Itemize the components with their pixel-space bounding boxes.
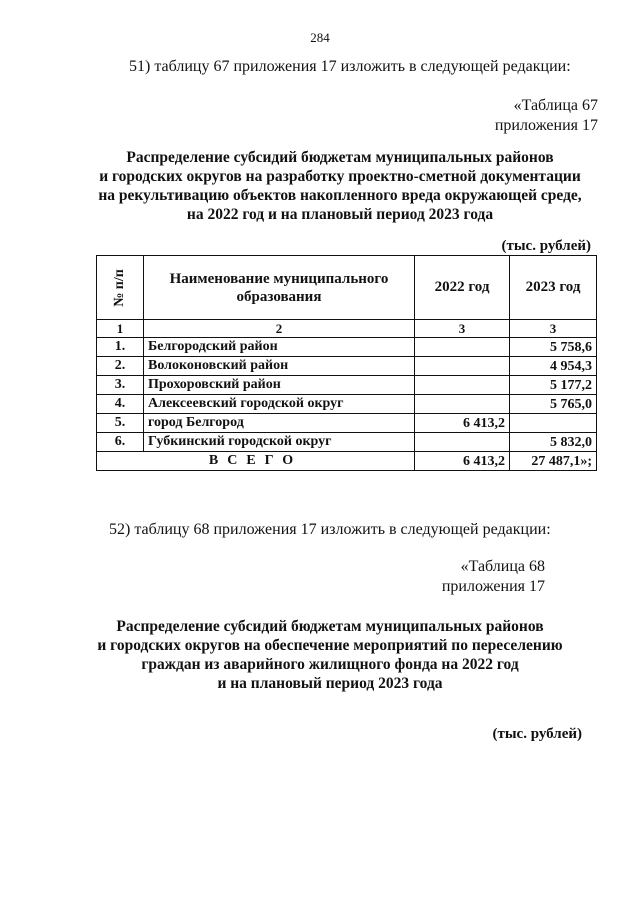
heading-line: Распределение субсидий бюджетам муниципальных районов xyxy=(126,149,554,166)
column-index: 1 xyxy=(97,320,144,338)
heading-line: на 2022 год и на плановый период 2023 года xyxy=(186,206,494,223)
table-67-reference xyxy=(495,96,598,136)
column-index: 3 xyxy=(415,320,510,338)
table-67-ref-line2: приложения 17 xyxy=(494,117,598,134)
table-68-reference xyxy=(442,557,545,597)
value-2022 xyxy=(415,433,510,452)
table-68-units: (тыс. рублей) xyxy=(492,726,582,742)
value-2022: 6 413,2 xyxy=(415,414,510,433)
municipality-name: Волоконовский район xyxy=(144,357,415,376)
paragraph-51: 51) таблицу 67 приложения 17 изложить в следующей редакции: xyxy=(129,58,571,75)
page-number: 284 xyxy=(310,30,330,45)
table-68-ref-line1: «Таблица 68 xyxy=(460,558,545,575)
table-67-ref-line1: «Таблица 67 xyxy=(513,97,598,114)
value-2023 xyxy=(510,414,597,433)
column-header-2022: 2022 год xyxy=(415,256,510,320)
row-number: 2. xyxy=(97,357,144,376)
table-row xyxy=(97,338,597,357)
table-67-units: (тыс. рублей) xyxy=(501,238,591,254)
municipality-name: город Белгород xyxy=(144,414,415,433)
total-row xyxy=(97,452,597,471)
column-index: 3 xyxy=(510,320,597,338)
row-number: 5. xyxy=(97,414,144,433)
column-index-row xyxy=(97,320,597,338)
value-2022 xyxy=(415,376,510,395)
heading-line: Распределение субсидий бюджетам муниципальных районов xyxy=(116,618,544,635)
subsidy-table-67 xyxy=(96,255,597,471)
value-2023: 5 758,6 xyxy=(510,338,597,357)
heading-line: на рекультивацию объектов накопленного вреда окружающей среде, xyxy=(98,187,582,204)
heading-line: и на плановый период 2023 года xyxy=(217,675,443,692)
total-2022: 6 413,2 xyxy=(415,452,510,471)
table-row xyxy=(97,433,597,452)
paragraph-52: 52) таблицу 68 приложения 17 изложить в следующей редакции: xyxy=(109,521,551,538)
table-68-ref-line2: приложения 17 xyxy=(441,578,545,595)
value-2023: 4 954,3 xyxy=(510,357,597,376)
value-2023: 5 765,0 xyxy=(510,395,597,414)
row-number: 1. xyxy=(97,338,144,357)
row-number: 4. xyxy=(97,395,144,414)
heading-line: и городских округов на обеспечение мероприятий по переселению xyxy=(97,637,563,654)
row-number: 6. xyxy=(97,433,144,452)
table-row xyxy=(97,376,597,395)
table-row xyxy=(97,357,597,376)
total-label: ВСЕГО xyxy=(97,452,415,471)
table-68-heading xyxy=(70,617,590,693)
municipality-name: Белгородский район xyxy=(144,338,415,357)
heading-line: граждан из аварийного жилищного фонда на 2022 год xyxy=(141,656,519,673)
value-2022 xyxy=(415,338,510,357)
table-row xyxy=(97,395,597,414)
value-2023: 5 832,0 xyxy=(510,433,597,452)
municipality-name: Прохоровский район xyxy=(144,376,415,395)
column-header-number: № п/п xyxy=(97,256,144,320)
total-2023: 27 487,1»; xyxy=(510,452,597,471)
row-number: 3. xyxy=(97,376,144,395)
column-index: 2 xyxy=(144,320,415,338)
header-row xyxy=(97,256,597,320)
municipality-name: Алексеевский городской округ xyxy=(144,395,415,414)
column-header-name: Наименование муниципального образования xyxy=(144,256,415,320)
table-row xyxy=(97,414,597,433)
table-67-heading xyxy=(80,148,600,224)
value-2023: 5 177,2 xyxy=(510,376,597,395)
value-2022 xyxy=(415,357,510,376)
municipality-name: Губкинский городской округ xyxy=(144,433,415,452)
value-2022 xyxy=(415,395,510,414)
heading-line: и городских округов на разработку проектно-сметной документации xyxy=(99,168,581,185)
column-header-2023: 2023 год xyxy=(510,256,597,320)
